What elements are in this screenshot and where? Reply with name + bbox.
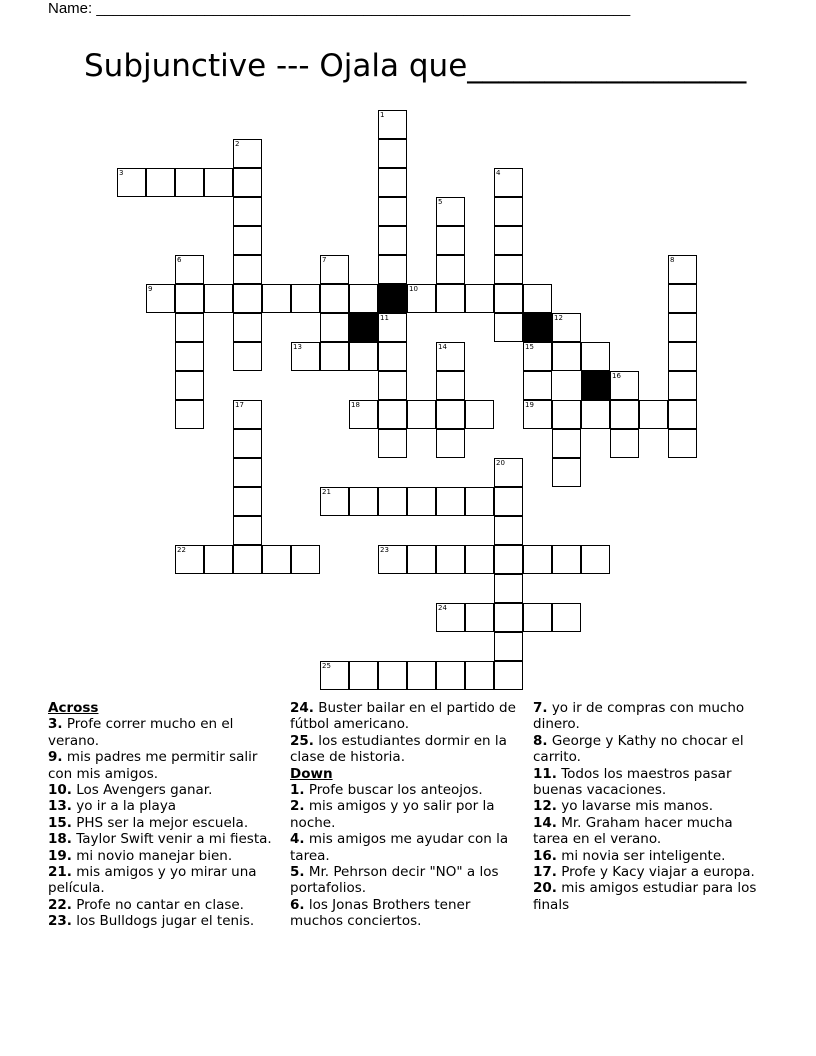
clue-item bbox=[533, 700, 763, 733]
crossword-cell[interactable] bbox=[233, 313, 262, 342]
clue-column-2 bbox=[290, 700, 520, 930]
cell-number: 10 bbox=[409, 285, 418, 293]
crossword-cell[interactable] bbox=[494, 226, 523, 255]
cell-number: 15 bbox=[525, 343, 534, 351]
crossword-cell[interactable] bbox=[349, 284, 378, 313]
crossword-cell[interactable] bbox=[436, 342, 465, 371]
cell-number: 7 bbox=[322, 256, 327, 264]
crossword-cell[interactable] bbox=[668, 371, 697, 400]
crossword-cell[interactable] bbox=[233, 197, 262, 226]
crossword-cell[interactable] bbox=[494, 168, 523, 197]
crossword-cell[interactable] bbox=[494, 603, 523, 632]
clue-text: Profe buscar los anteojos. bbox=[304, 782, 483, 799]
crossword-cell[interactable] bbox=[552, 342, 581, 371]
crossword-cell[interactable] bbox=[291, 284, 320, 313]
clue-text: Todos los maestros pasar buenas vacaciones. bbox=[533, 765, 732, 799]
clue-item bbox=[290, 700, 520, 733]
crossword-cell[interactable] bbox=[378, 429, 407, 458]
crossword-cell[interactable] bbox=[378, 371, 407, 400]
crossword-cell[interactable] bbox=[552, 313, 581, 342]
crossword-cell[interactable] bbox=[233, 139, 262, 168]
crossword-cell[interactable] bbox=[233, 429, 262, 458]
crossword-cell[interactable] bbox=[204, 545, 233, 574]
clue-number: 3. bbox=[48, 716, 63, 733]
clue-item bbox=[290, 831, 520, 864]
crossword-cell[interactable] bbox=[465, 545, 494, 574]
crossword-cell[interactable] bbox=[436, 371, 465, 400]
crossword-cell[interactable] bbox=[233, 458, 262, 487]
crossword-cell[interactable] bbox=[349, 400, 378, 429]
crossword-cell[interactable] bbox=[494, 661, 523, 690]
clue-column-3 bbox=[533, 700, 763, 913]
cell-number: 21 bbox=[322, 488, 331, 496]
clue-number: 16. bbox=[533, 847, 557, 864]
crossword-cell[interactable] bbox=[320, 342, 349, 371]
clue-number: 11. bbox=[533, 765, 557, 782]
crossword-cell[interactable] bbox=[581, 342, 610, 371]
clue-number: 15. bbox=[48, 814, 72, 831]
crossword-cell[interactable] bbox=[407, 661, 436, 690]
crossword-cell[interactable] bbox=[175, 371, 204, 400]
crossword-cell[interactable] bbox=[378, 255, 407, 284]
crossword-cell[interactable] bbox=[610, 429, 639, 458]
crossword-cell[interactable] bbox=[291, 545, 320, 574]
crossword-cell[interactable] bbox=[233, 545, 262, 574]
crossword-cell[interactable] bbox=[175, 400, 204, 429]
clue-number: 14. bbox=[533, 814, 557, 831]
cell-number: 2 bbox=[235, 140, 240, 148]
crossword-cell[interactable] bbox=[349, 661, 378, 690]
clue-item bbox=[533, 880, 763, 913]
crossword-cell[interactable] bbox=[233, 168, 262, 197]
clue-number: 17. bbox=[533, 864, 557, 881]
crossword-cell[interactable] bbox=[436, 487, 465, 516]
clue-text: mis amigos y yo mirar una película. bbox=[48, 864, 257, 897]
clue-number: 23. bbox=[48, 913, 72, 930]
cell-number: 19 bbox=[525, 401, 534, 409]
crossword-cell[interactable] bbox=[552, 400, 581, 429]
crossword-cell[interactable] bbox=[610, 371, 639, 400]
clue-text: Mr. Graham hacer mucha tarea en el verano. bbox=[533, 814, 733, 848]
clue-number: 7. bbox=[533, 700, 548, 716]
clue-text: Los Avengers ganar. bbox=[71, 782, 213, 799]
crossword-cell[interactable] bbox=[668, 255, 697, 284]
cell-number: 9 bbox=[148, 285, 153, 293]
crossword-cell[interactable] bbox=[320, 255, 349, 284]
clue-text: Profe correr mucho en el verano. bbox=[48, 716, 234, 749]
clue-text: yo ir de compras con mucho dinero. bbox=[533, 700, 745, 733]
crossword-cell[interactable] bbox=[320, 284, 349, 313]
crossword-cell[interactable] bbox=[523, 342, 552, 371]
clue-text: yo ir a la playa bbox=[71, 798, 177, 815]
crossword-cell[interactable] bbox=[407, 487, 436, 516]
crossword-cell[interactable] bbox=[175, 342, 204, 371]
clue-item bbox=[48, 749, 278, 782]
clue-number: 1. bbox=[290, 782, 305, 799]
crossword-cell[interactable] bbox=[465, 487, 494, 516]
cell-number: 5 bbox=[438, 198, 443, 206]
crossword-cell[interactable] bbox=[436, 197, 465, 226]
crossword-cell[interactable] bbox=[407, 284, 436, 313]
clue-text: mi novia ser inteligente. bbox=[556, 847, 726, 864]
crossword-cell[interactable] bbox=[523, 545, 552, 574]
crossword-cell[interactable] bbox=[436, 255, 465, 284]
clue-item bbox=[290, 782, 520, 798]
cell-number: 25 bbox=[322, 662, 331, 670]
clue-text: mis padres me permitir salir con mis amigos. bbox=[48, 749, 258, 782]
crossword-cell[interactable] bbox=[378, 342, 407, 371]
across-header: Across bbox=[48, 700, 99, 716]
crossword-cell[interactable] bbox=[436, 284, 465, 313]
crossword-cell[interactable] bbox=[204, 168, 233, 197]
clue-number: 9. bbox=[48, 749, 63, 766]
crossword-cell[interactable] bbox=[494, 458, 523, 487]
crossword-cell[interactable] bbox=[581, 400, 610, 429]
crossword-cell[interactable] bbox=[494, 545, 523, 574]
clue-item bbox=[533, 815, 763, 848]
clue-text: Profe y Kacy viajar a europa. bbox=[556, 864, 755, 881]
clue-item bbox=[533, 848, 763, 864]
clue-text: Taylor Swift venir a mi fiesta. bbox=[71, 831, 272, 848]
crossword-cell[interactable] bbox=[233, 487, 262, 516]
crossword-cell[interactable] bbox=[233, 255, 262, 284]
cell-number: 14 bbox=[438, 343, 447, 351]
crossword-cell[interactable] bbox=[378, 110, 407, 139]
crossword-cell[interactable] bbox=[494, 574, 523, 603]
clue-text: mis amigos me ayudar con la tarea. bbox=[290, 831, 509, 864]
cell-number: 16 bbox=[612, 372, 621, 380]
crossword-cell[interactable] bbox=[436, 226, 465, 255]
clue-item bbox=[290, 798, 520, 831]
crossword-cell[interactable] bbox=[523, 284, 552, 313]
cell-number: 13 bbox=[293, 343, 302, 351]
crossword-cell[interactable] bbox=[494, 197, 523, 226]
cell-number: 11 bbox=[380, 314, 389, 322]
clue-item bbox=[48, 848, 278, 864]
crossword-cell[interactable] bbox=[378, 313, 407, 342]
crossword-cell[interactable] bbox=[175, 284, 204, 313]
crossword-cell[interactable] bbox=[233, 284, 262, 313]
crossword-cell[interactable] bbox=[320, 487, 349, 516]
cell-number: 6 bbox=[177, 256, 182, 264]
clue-text: mis amigos estudiar para los finals bbox=[533, 880, 757, 913]
cell-number: 24 bbox=[438, 604, 447, 612]
crossword-cell[interactable] bbox=[262, 284, 291, 313]
clue-number: 24. bbox=[290, 700, 314, 716]
crossword-cell[interactable] bbox=[465, 603, 494, 632]
clue-number: 8. bbox=[533, 732, 548, 749]
clue-text: los Jonas Brothers tener muchos conciertos. bbox=[290, 896, 471, 930]
clue-number: 18. bbox=[48, 831, 72, 848]
crossword-cell[interactable] bbox=[378, 545, 407, 574]
crossword-cell[interactable] bbox=[494, 255, 523, 284]
crossword-cell[interactable] bbox=[523, 371, 552, 400]
crossword-cell[interactable] bbox=[233, 342, 262, 371]
clue-text: Profe no cantar en clase. bbox=[71, 896, 244, 913]
cell-number: 20 bbox=[496, 459, 505, 467]
crossword-cell[interactable] bbox=[494, 313, 523, 342]
crossword-cell[interactable] bbox=[494, 487, 523, 516]
crossword-cell[interactable] bbox=[552, 429, 581, 458]
clue-number: 25. bbox=[290, 732, 314, 749]
clue-number: 2. bbox=[290, 798, 305, 815]
crossword-cell[interactable] bbox=[639, 400, 668, 429]
crossword-cell[interactable] bbox=[668, 429, 697, 458]
crossword-cell[interactable] bbox=[581, 545, 610, 574]
clue-item bbox=[48, 815, 278, 831]
clue-text: mis amigos y yo salir por la noche. bbox=[290, 798, 495, 831]
crossword-cell[interactable] bbox=[436, 603, 465, 632]
clue-number: 10. bbox=[48, 782, 72, 799]
crossword-block-cell bbox=[523, 313, 552, 342]
crossword-cell[interactable] bbox=[349, 487, 378, 516]
crossword-cell[interactable] bbox=[610, 400, 639, 429]
clue-item bbox=[48, 897, 278, 913]
crossword-cell[interactable] bbox=[552, 545, 581, 574]
crossword-cell[interactable] bbox=[436, 429, 465, 458]
crossword-cell[interactable] bbox=[233, 400, 262, 429]
crossword-cell[interactable] bbox=[262, 545, 291, 574]
clue-text: los Bulldogs jugar el tenis. bbox=[71, 913, 255, 930]
cell-number: 3 bbox=[119, 169, 124, 177]
crossword-cell[interactable] bbox=[378, 168, 407, 197]
crossword-block-cell bbox=[349, 313, 378, 342]
crossword-cell[interactable] bbox=[233, 516, 262, 545]
clue-number: 19. bbox=[48, 847, 72, 864]
clue-number: 13. bbox=[48, 798, 72, 815]
crossword-cell[interactable] bbox=[117, 168, 146, 197]
crossword-cell[interactable] bbox=[378, 139, 407, 168]
clue-number: 4. bbox=[290, 831, 305, 848]
clue-item bbox=[533, 798, 763, 814]
crossword-cell[interactable] bbox=[523, 400, 552, 429]
crossword-cell[interactable] bbox=[378, 487, 407, 516]
clue-item bbox=[533, 864, 763, 880]
clue-number: 6. bbox=[290, 896, 305, 913]
clue-text: Mr. Pehrson decir "NO" a los portafolios. bbox=[290, 864, 499, 897]
crossword-cell[interactable] bbox=[233, 226, 262, 255]
clue-number: 12. bbox=[533, 798, 557, 815]
crossword-cell[interactable] bbox=[407, 400, 436, 429]
cell-number: 4 bbox=[496, 169, 501, 177]
clue-number: 5. bbox=[290, 864, 305, 881]
crossword-cell[interactable] bbox=[175, 255, 204, 284]
clue-item bbox=[290, 897, 520, 930]
crossword-cell[interactable] bbox=[494, 516, 523, 545]
crossword-cell[interactable] bbox=[146, 284, 175, 313]
crossword-cell[interactable] bbox=[668, 400, 697, 429]
clue-item bbox=[48, 913, 278, 929]
crossword-cell[interactable] bbox=[349, 342, 378, 371]
crossword-cell[interactable] bbox=[378, 400, 407, 429]
clue-number: 22. bbox=[48, 896, 72, 913]
clue-text: PHS ser la mejor escuela. bbox=[71, 814, 249, 831]
clue-text: yo lavarse mis manos. bbox=[556, 798, 714, 815]
clue-item bbox=[290, 733, 520, 766]
clue-item bbox=[48, 782, 278, 798]
crossword-cell[interactable] bbox=[291, 342, 320, 371]
clue-text: los estudiantes dormir en la clase de historia. bbox=[290, 732, 507, 766]
crossword-cell[interactable] bbox=[465, 661, 494, 690]
worksheet-title: Subjunctive --- Ojala que__________________ bbox=[84, 48, 747, 84]
crossword-cell[interactable] bbox=[494, 632, 523, 661]
crossword-cell[interactable] bbox=[378, 197, 407, 226]
down-header: Down bbox=[290, 765, 333, 782]
clue-text: Buster bailar en el partido de fútbol americano. bbox=[290, 700, 516, 733]
crossword-cell[interactable] bbox=[146, 168, 175, 197]
crossword-cell[interactable] bbox=[465, 400, 494, 429]
name-field-label: Name: ________________________________________________________________ bbox=[48, 0, 631, 17]
clue-item bbox=[48, 798, 278, 814]
clue-number: 21. bbox=[48, 864, 72, 881]
clue-item bbox=[533, 733, 763, 766]
clue-column-1 bbox=[48, 700, 278, 930]
crossword-cell[interactable] bbox=[320, 661, 349, 690]
crossword-block-cell bbox=[378, 284, 407, 313]
crossword-cell[interactable] bbox=[436, 661, 465, 690]
cell-number: 12 bbox=[554, 314, 563, 322]
crossword-cell[interactable] bbox=[552, 603, 581, 632]
clue-item bbox=[48, 831, 278, 847]
clue-number: 20. bbox=[533, 880, 557, 897]
crossword-cell[interactable] bbox=[175, 545, 204, 574]
clue-item bbox=[533, 766, 763, 799]
crossword-cell[interactable] bbox=[436, 545, 465, 574]
crossword-cell[interactable] bbox=[204, 284, 233, 313]
cell-number: 8 bbox=[670, 256, 675, 264]
crossword-cell[interactable] bbox=[668, 284, 697, 313]
crossword-cell[interactable] bbox=[436, 400, 465, 429]
crossword-cell[interactable] bbox=[523, 603, 552, 632]
crossword-cell[interactable] bbox=[378, 226, 407, 255]
clue-item bbox=[290, 864, 520, 897]
crossword-cell[interactable] bbox=[668, 313, 697, 342]
crossword-cell[interactable] bbox=[175, 313, 204, 342]
crossword-cell[interactable] bbox=[320, 313, 349, 342]
crossword-cell[interactable] bbox=[175, 168, 204, 197]
crossword-cell[interactable] bbox=[378, 661, 407, 690]
crossword-cell[interactable] bbox=[668, 342, 697, 371]
clue-text: George y Kathy no chocar el carrito. bbox=[533, 732, 744, 766]
cell-number: 18 bbox=[351, 401, 360, 409]
cell-number: 22 bbox=[177, 546, 186, 554]
clue-item bbox=[48, 716, 278, 749]
crossword-cell[interactable] bbox=[552, 458, 581, 487]
clue-item bbox=[48, 864, 278, 897]
clue-text: mi novio manejar bien. bbox=[71, 847, 233, 864]
crossword-cell[interactable] bbox=[407, 545, 436, 574]
cell-number: 17 bbox=[235, 401, 244, 409]
cell-number: 1 bbox=[380, 111, 385, 119]
cell-number: 23 bbox=[380, 546, 389, 554]
crossword-cell[interactable] bbox=[465, 284, 494, 313]
crossword-cell[interactable] bbox=[494, 284, 523, 313]
crossword-block-cell bbox=[581, 371, 610, 400]
